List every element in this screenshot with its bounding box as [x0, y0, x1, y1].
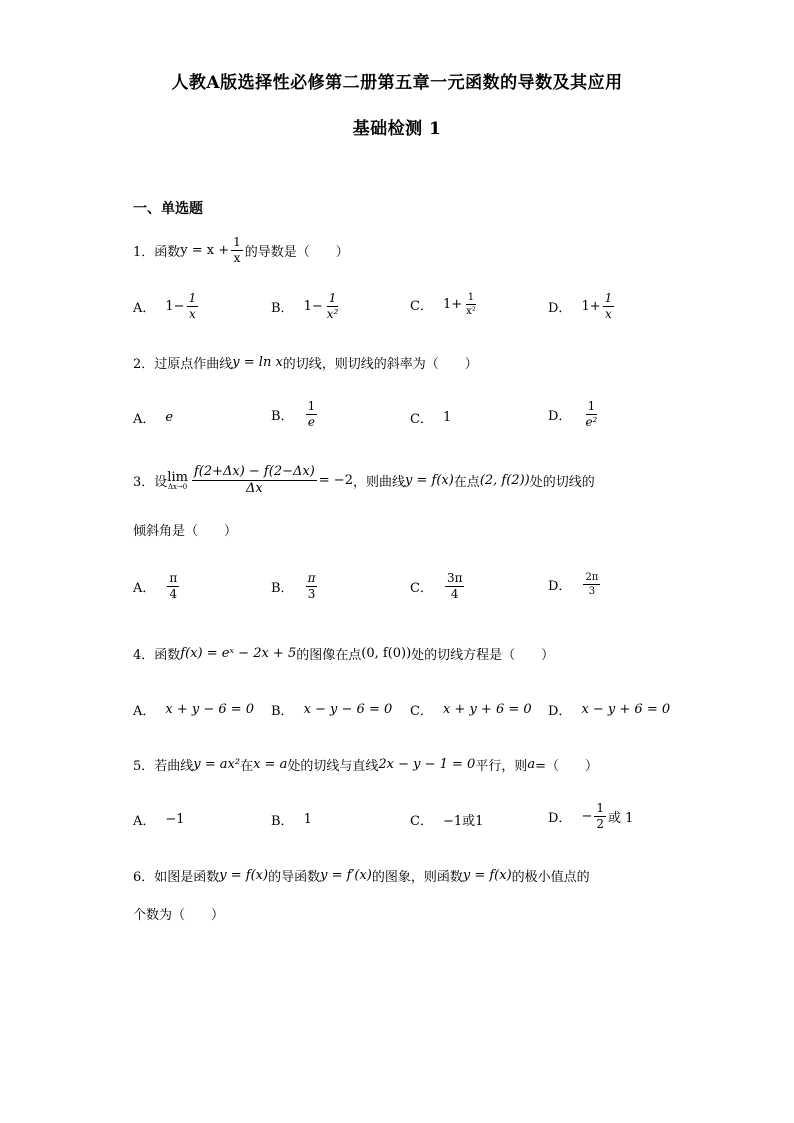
- q2-expr: y = ln x: [232, 355, 283, 370]
- q5-option-a[interactable]: A． −1: [133, 812, 185, 829]
- question-3: 3．设 lim Δx→0 $\frac{f(2+\Delta x) - f(2-\Delta x)}{\Delta x}$ = −2 ，则曲线 y = f(x) 在点 (2, f(2)) 处的切线的: [133, 464, 595, 497]
- q2-option-c[interactable]: C． 1: [410, 410, 452, 427]
- q3-limit: lim Δx→0: [167, 469, 188, 491]
- q5-option-c[interactable]: C． −1或1: [410, 814, 484, 829]
- q5-option-d[interactable]: D． − $\frac{1}{2}$ 或 1: [548, 801, 634, 832]
- question-6: 6．如图是函数 y = f(x) 的导函数 y = f′(x) 的图象，则函数 y = f(x) 的极小值点的: [133, 868, 590, 885]
- q3-option-d[interactable]: D． $\frac{2\pi}{3}$: [548, 572, 599, 597]
- q1-prefix: 1．函数: [133, 245, 181, 261]
- q1-option-d[interactable]: D． 1+ $\frac{1}{x}$: [548, 291, 613, 322]
- question-1: [133, 236, 349, 265]
- q1-option-b[interactable]: B． 1− $\frac{1}{\text{x²}}$: [271, 291, 339, 322]
- q2-option-b[interactable]: B． $\frac{1}{e}$: [271, 399, 316, 430]
- section-heading: 一、单选题: [133, 201, 203, 217]
- q3-option-b[interactable]: B． $\frac{\pi}{3}$: [271, 571, 316, 602]
- question-6-continued: 个数为（ ）: [133, 908, 225, 923]
- q4-option-a[interactable]: A． x + y − 6 = 0: [133, 702, 255, 719]
- question-4: 4．函数 f(x) = eˣ − 2x + 5 的图像在点 (0, f(0)) 处的切线方程是（ ）: [133, 646, 555, 663]
- q4-option-d[interactable]: D． x − y + 6 = 0: [548, 702, 671, 719]
- question-3-continued: 倾斜角是（ ）: [133, 524, 238, 539]
- q2-option-d[interactable]: D． $\frac{1}{\text{e²}}$: [548, 399, 598, 430]
- q5-option-b[interactable]: B． 1: [271, 812, 312, 829]
- q2-option-a[interactable]: A． e: [133, 410, 174, 427]
- q4-option-c[interactable]: C． x + y + 6 = 0: [410, 702, 532, 719]
- q1-option-a[interactable]: A． 1− $\frac{1}{x}$: [133, 291, 197, 322]
- q3-difference-quotient: $\frac{f(2+\Delta x) - f(2-\Delta x)}{\Delta x}$: [193, 464, 315, 497]
- document-subtitle: 基础检测 1: [352, 119, 442, 139]
- document-title: 人教A版选择性必修第二册第五章一元函数的导数及其应用: [171, 73, 623, 93]
- q3-option-a[interactable]: A． $\frac{\pi}{4}$: [133, 571, 178, 602]
- q4-option-b[interactable]: B． x − y − 6 = 0: [271, 702, 393, 719]
- question-5: 5．若曲线 y = ax² 在 x = a 处的切线与直线 2x − y − 1 = 0 平行，则 a =（ ）: [133, 757, 599, 774]
- q1-suffix: 的导数是（ ）: [244, 245, 349, 261]
- q1-expr: y = x +: [180, 243, 230, 259]
- q1-option-c[interactable]: C． 1+ $\frac{1}{\text{x²}}$: [410, 292, 476, 317]
- q3-option-c[interactable]: C． $\frac{3\pi}{4}$: [410, 571, 463, 602]
- question-2: 2．过原点作曲线 y = ln x 的切线，则切线的斜率为（ ）: [133, 355, 478, 372]
- q1-fraction: $\frac{1}{x}$: [233, 235, 241, 266]
